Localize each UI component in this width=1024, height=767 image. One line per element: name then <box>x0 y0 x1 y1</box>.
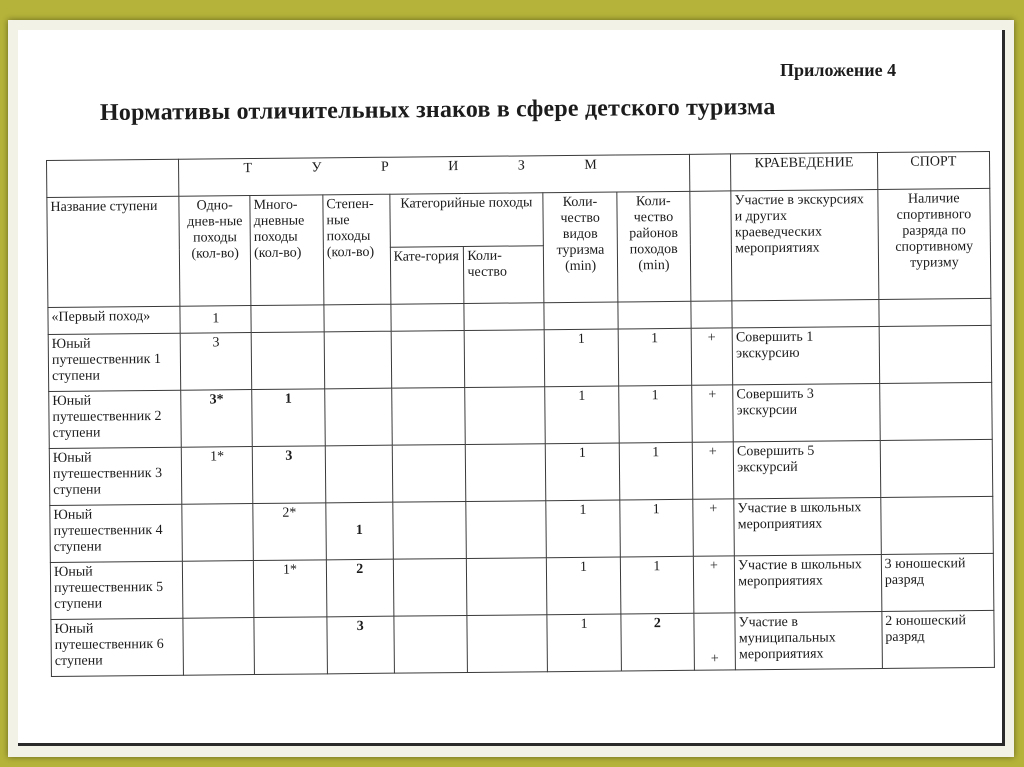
table-row <box>51 610 995 676</box>
col-header-sport-rank <box>878 188 991 299</box>
col-sport-rank-label: Наличие спортивного разряда по спортивному туризму <box>895 191 974 271</box>
types-value: 1 <box>544 329 618 387</box>
row-name: Юный путешественник 1 ступени <box>48 333 181 391</box>
plus-mark: + <box>693 556 735 613</box>
kraev-value: Совершить 5 экскурсий <box>733 441 880 499</box>
plus-mark: + <box>694 613 736 670</box>
col-header-degree <box>323 194 391 305</box>
plus-mark <box>691 301 733 328</box>
col-header-districts <box>617 191 691 302</box>
row-name: Юный путешественник 2 ступени <box>49 390 182 448</box>
category-value <box>393 615 467 673</box>
col-name-label: Название ступени <box>50 198 158 215</box>
category-value <box>391 330 465 388</box>
col-header-one-day <box>179 196 251 307</box>
quantity-value <box>467 558 547 616</box>
types-value: 1 <box>547 557 621 615</box>
col-degree-label: Степен-ные походы (кол-во) <box>326 196 375 261</box>
col-header-multi-day <box>250 195 324 306</box>
col-header-quantity <box>464 246 544 304</box>
slide-frame <box>8 20 1014 757</box>
quantity-value <box>464 303 544 331</box>
types-value <box>544 302 618 330</box>
row-name: Юный путешественник 5 ступени <box>50 561 183 619</box>
col-header-name <box>47 196 180 307</box>
sport-value <box>880 439 993 497</box>
degree-value <box>325 388 392 446</box>
col-one-day-label: Одно-днев-ные походы (кол-во) <box>187 198 243 262</box>
districts-value <box>618 301 691 329</box>
quantity-value <box>465 387 545 445</box>
districts-value: 1 <box>619 442 692 500</box>
degree-value: 1 <box>326 502 393 560</box>
col-types-label: Коли-чество видов туризма (min) <box>556 194 605 275</box>
kraev-group-header: КРАЕВЕДЕНИЕ <box>731 153 878 191</box>
one-day-value: 3* <box>181 390 252 448</box>
document-title: Нормативы отличительных знаков в сфере детского туризма <box>99 94 776 126</box>
col-multi-day-label: Много-дневные походы (кол-во) <box>253 197 305 262</box>
col-header-types <box>543 192 618 303</box>
row-name: «Первый поход» <box>48 306 181 334</box>
one-day-value: 1* <box>182 447 253 505</box>
one-day-value <box>182 504 253 562</box>
category-value <box>392 444 466 502</box>
multi-day-value: 1* <box>253 560 326 618</box>
col-category-label: Кате-гория <box>393 249 459 265</box>
header-empty-cell <box>690 191 732 301</box>
degree-value <box>324 331 391 389</box>
kraev-value <box>732 300 879 328</box>
plus-mark: + <box>692 442 734 499</box>
tourism-group-header: Т У Р И З М <box>179 154 690 196</box>
col-header-category <box>390 246 464 304</box>
kraev-value: Совершить 3 экскурсии <box>733 384 880 442</box>
sport-value: 2 юношеский разряд <box>882 610 995 668</box>
table-row <box>48 325 992 391</box>
category-value <box>393 558 467 616</box>
header-empty-cell <box>47 159 180 197</box>
col-category-group-label: Категорийные походы <box>400 195 533 212</box>
one-day-value: 3 <box>181 333 252 391</box>
multi-day-value: 1 <box>252 389 325 447</box>
row-name: Юный путешественник 6 ступени <box>51 618 184 676</box>
types-value: 1 <box>547 614 621 672</box>
row-name: Юный путешественник 4 ступени <box>50 504 183 562</box>
table-row <box>50 496 994 562</box>
sport-value: 3 юношеский разряд <box>881 553 994 611</box>
table-column-header-row <box>47 188 990 250</box>
category-value <box>392 501 466 559</box>
districts-value: 1 <box>618 328 691 386</box>
types-value: 1 <box>545 386 619 444</box>
kraev-value: Совершить 1 экскурсию <box>732 327 879 385</box>
table-row <box>50 553 994 619</box>
sport-value <box>879 382 992 440</box>
quantity-value <box>466 501 546 559</box>
category-value <box>390 303 464 331</box>
row-name: Юный путешественник 3 ступени <box>49 447 182 505</box>
plus-mark: + <box>691 328 733 385</box>
districts-value: 1 <box>620 556 693 614</box>
districts-value: 1 <box>620 499 693 557</box>
one-day-value: 1 <box>180 306 251 334</box>
table-row <box>49 382 993 448</box>
quantity-value <box>466 444 546 502</box>
plus-mark: + <box>691 385 733 442</box>
multi-day-value: 2* <box>253 503 326 561</box>
districts-value: 2 <box>621 613 694 671</box>
multi-day-value <box>254 617 327 675</box>
col-districts-label: Коли-чество районов походов (min) <box>629 194 679 274</box>
document-page <box>18 30 1005 746</box>
kraev-value: Участие в школьных мероприятиях <box>735 555 882 613</box>
norms-table <box>46 151 995 677</box>
plus-mark: + <box>693 499 735 556</box>
degree-value <box>324 304 391 332</box>
col-header-excursions <box>731 190 879 301</box>
sport-group-header: СПОРТ <box>877 151 990 189</box>
col-header-category-group <box>389 193 543 247</box>
kraev-value: Участие в школьных мероприятиях <box>734 498 881 556</box>
types-value: 1 <box>545 443 619 501</box>
sport-value <box>879 298 992 326</box>
col-quantity-label: Коли-чество <box>467 248 507 280</box>
quantity-value <box>467 615 547 673</box>
table-row <box>49 439 993 505</box>
degree-value <box>325 445 392 503</box>
header-empty-cell <box>689 154 731 191</box>
sport-value <box>879 325 992 383</box>
degree-value: 2 <box>326 559 393 617</box>
col-excursions-label: Участие в экскурсиях и других краеведческих мероприятиях <box>734 192 864 257</box>
multi-day-value <box>251 305 324 333</box>
one-day-value <box>183 561 254 619</box>
types-value: 1 <box>546 500 620 558</box>
multi-day-value <box>251 332 324 390</box>
sport-value <box>880 496 993 554</box>
degree-value: 3 <box>327 616 394 674</box>
districts-value: 1 <box>619 385 692 443</box>
kraev-value: Участие в муниципальных мероприятиях <box>735 611 882 669</box>
multi-day-value: 3 <box>252 446 325 504</box>
one-day-value <box>183 618 254 676</box>
quantity-value <box>465 330 545 388</box>
appendix-label: Приложение 4 <box>780 60 897 80</box>
category-value <box>391 387 465 445</box>
